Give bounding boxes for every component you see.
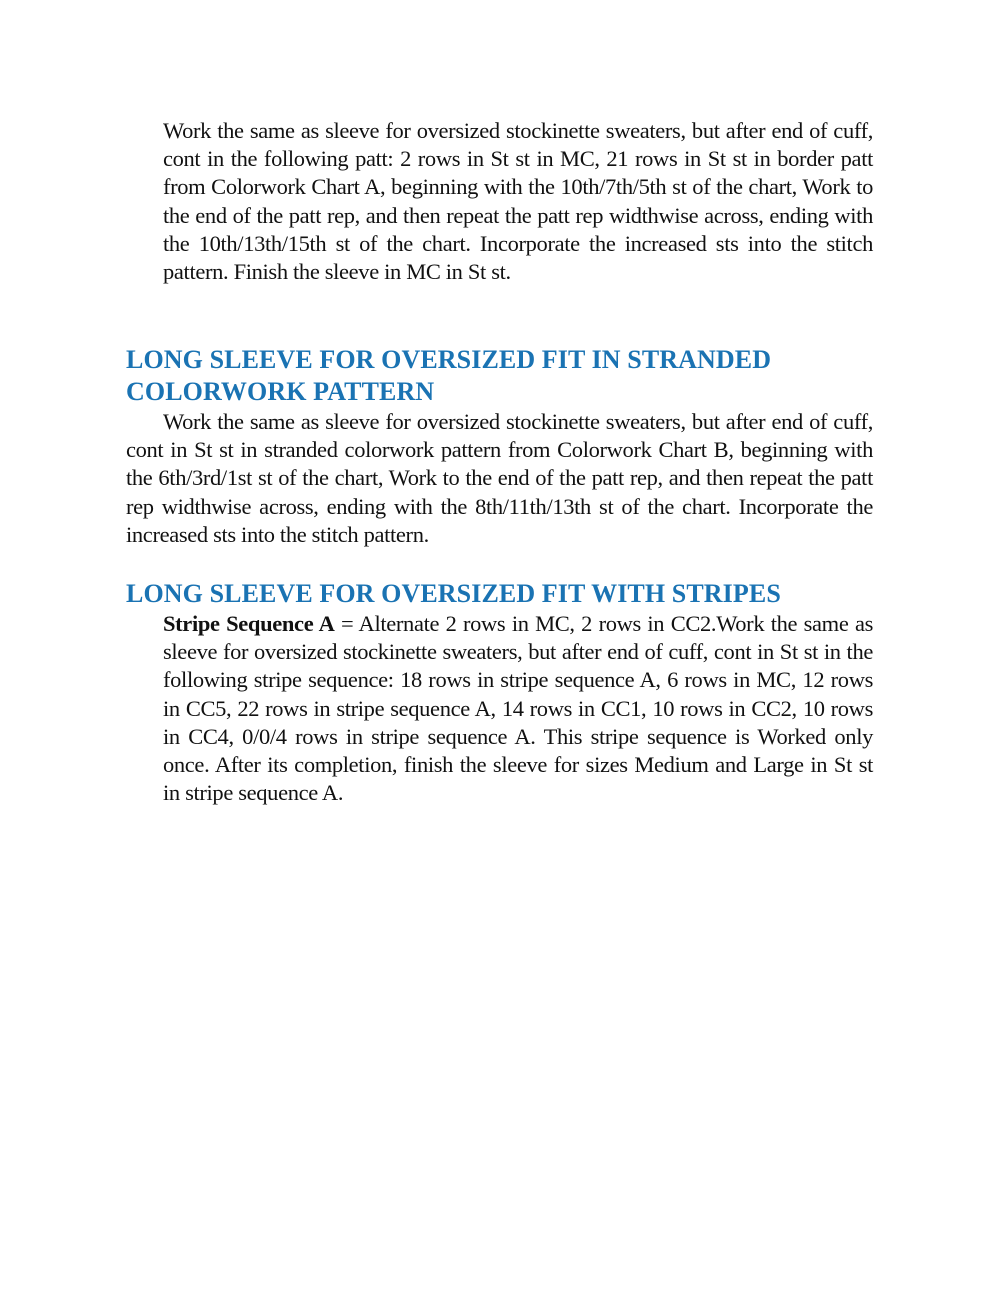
stripe-sequence-text: = Alternate 2 rows in MC, 2 rows in CC2.Work the same as sleeve for oversized stockinette sweaters, but after end of cuff, cont in St st in the following stripe sequence: 18 rows in stripe sequence A, 6 rows in MC, 12 rows in CC5, 22 rows in stripe sequence A, 14 rows in CC1, 10 rows in CC2, 10 rows in CC4, 0/0/4 rows in stripe sequence A. This stripe sequence is Worked only once. After its completion, finish the sleeve for sizes Medium and Large in St st in stripe sequence A. (163, 611, 873, 806)
paragraph-stranded-colorwork: Work the same as sleeve for oversized stockinette sweaters, but after end of cuff, cont in St st in stranded colorwork pattern from Colorwork Chart B, beginning with the 6th/3rd/1st st of the chart, Work to the end of the patt rep, and then repeat the patt rep widthwise across, ending with the 8th/11th/13th st of the chart. Incorporate the increased sts into the stitch pattern. (126, 409, 873, 547)
heading-stripes: LONG SLEEVE FOR OVERSIZED FIT WITH STRIPES (126, 579, 781, 608)
paragraph-sleeve-border-pattern: Work the same as sleeve for oversized stockinette sweaters, but after end of cuff, cont in the following patt: 2 rows in St st in MC, 21 rows in St st in border patt from Colorwork Chart A, beginning with the 10th/7th/5th st of the chart, Work to the end of the patt rep, and then repeat the patt rep widthwise across, ending with the 10th/13th/15th st of the chart. Incorporate the increased sts into the stitch pattern. Finish the sleeve in MC in St st. (163, 118, 873, 285)
paragraph-stripes (163, 610, 873, 807)
stripe-sequence-label: Stripe Sequence A (163, 611, 335, 636)
heading-stranded-colorwork: LONG SLEEVE FOR OVERSIZED FIT IN STRANDED COLORWORK PATTERN (126, 345, 772, 406)
